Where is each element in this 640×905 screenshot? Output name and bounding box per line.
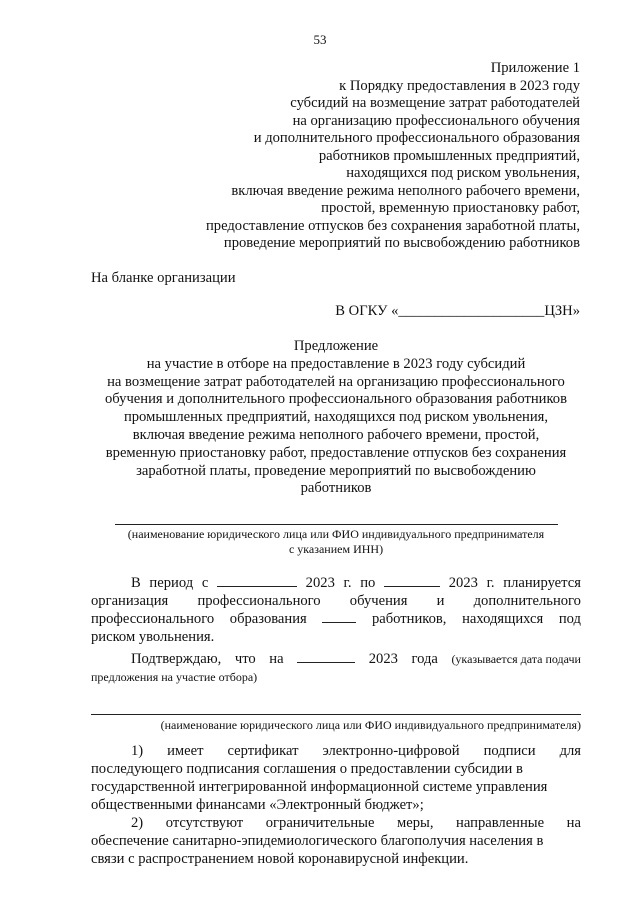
word: ограничительные bbox=[265, 815, 375, 831]
word: Подтверждаю, bbox=[131, 651, 222, 667]
word: отсутствуют bbox=[165, 815, 244, 831]
word: подписи bbox=[483, 743, 536, 759]
period-line-4: риском увольнения. bbox=[91, 629, 215, 645]
confirm-note-end: предложения на участие отбора) bbox=[91, 670, 258, 684]
entity-caption-line: (наименование юридического лица или ФИО индивидуального предпринимателя bbox=[127, 527, 545, 541]
title-line: на возмещение затрат работодателей на организацию профессионального bbox=[107, 373, 565, 390]
word: 2) bbox=[131, 815, 144, 831]
title-heading: Предложение bbox=[293, 338, 379, 354]
item-1-line-2: последующего подписания соглашения о предоставлении субсидии в bbox=[91, 761, 523, 777]
title-line: заработной платы, проведение мероприятий по высвобождению bbox=[136, 462, 536, 479]
appendix-line: находящихся под риском увольнения, bbox=[346, 165, 580, 181]
item-2 bbox=[91, 814, 581, 868]
item-1-line-3: государственной интегрированной информационной системе управления bbox=[91, 779, 548, 795]
period-paragraph bbox=[91, 574, 581, 646]
item-1-line-1 bbox=[91, 742, 581, 760]
item-2-line-2: обеспечение санитарно-эпидемиологического благополучия населения в bbox=[91, 833, 544, 849]
word: под bbox=[558, 611, 581, 627]
addressee bbox=[335, 303, 580, 320]
word: работников, bbox=[371, 611, 447, 627]
appendix-line: и дополнительного профессионального образования bbox=[253, 130, 580, 146]
confirm-paragraph bbox=[91, 650, 581, 686]
title-line: работников bbox=[300, 480, 372, 497]
signature-line-entity bbox=[115, 524, 558, 525]
word: дополнительного bbox=[473, 593, 581, 609]
appendix-line: проведение мероприятий по высвобождению работников bbox=[223, 235, 580, 251]
item-1 bbox=[91, 742, 581, 814]
word: года bbox=[411, 651, 438, 667]
word: и bbox=[436, 593, 445, 609]
appendix-header bbox=[180, 60, 580, 253]
word: 1) bbox=[131, 743, 144, 759]
word: планируется bbox=[503, 575, 581, 591]
appendix-line: на организацию профессионального обучения bbox=[292, 112, 580, 129]
signature-line-entity-2 bbox=[91, 714, 581, 715]
word: на bbox=[566, 815, 581, 831]
word: имеет bbox=[167, 743, 204, 759]
word: 2023 bbox=[448, 575, 478, 591]
word: сертификат bbox=[227, 743, 299, 759]
word: на bbox=[269, 651, 284, 667]
document-title bbox=[91, 338, 581, 498]
entity-caption bbox=[91, 527, 581, 557]
word: обучения bbox=[349, 593, 408, 609]
word: по bbox=[360, 575, 376, 591]
date-to-blank bbox=[384, 574, 440, 587]
confirm-note: (указывается дата подачи bbox=[451, 652, 581, 666]
appendix-line: работников промышленных предприятий, bbox=[318, 147, 580, 164]
title-line: промышленных предприятий, находящихся под риском увольнения, bbox=[123, 409, 549, 426]
appendix-line: включая введение режима неполного рабочего времени, bbox=[231, 182, 580, 199]
title-line: на участие в отборе на предоставление в 2023 году субсидий bbox=[146, 355, 526, 372]
period-line-2 bbox=[91, 592, 581, 610]
title-line: временную приостановку работ, предоставление отпусков без сохранения bbox=[105, 444, 567, 461]
word: профессионального bbox=[91, 611, 215, 627]
word: период bbox=[149, 575, 194, 591]
item-1-line-4: общественными финансами «Электронный бюджет»; bbox=[91, 797, 424, 813]
item-2-line-1 bbox=[91, 814, 581, 832]
word: электронно-цифровой bbox=[322, 743, 460, 759]
page-number: 53 bbox=[313, 32, 327, 47]
word: В bbox=[131, 575, 141, 591]
word: г. bbox=[486, 575, 495, 591]
appendix-line: субсидий на возмещение затрат работодателей bbox=[290, 95, 580, 111]
appendix-line: простой, временную приостановку работ, bbox=[321, 200, 580, 216]
title-line: включая введение режима неполного рабочего времени, простой, bbox=[132, 426, 540, 443]
word: для bbox=[559, 743, 581, 759]
addressee-suffix: ЦЗН» bbox=[544, 303, 580, 319]
word: 2023 bbox=[305, 575, 335, 591]
confirm-date-blank bbox=[297, 650, 355, 663]
confirm-line-1 bbox=[91, 650, 581, 668]
word: направленные bbox=[456, 815, 545, 831]
appendix-line: Приложение 1 bbox=[490, 60, 580, 76]
addressee-blank: ____________________ bbox=[398, 303, 545, 319]
word: организация bbox=[91, 593, 169, 609]
period-line-1 bbox=[91, 574, 581, 592]
entity-caption-line: с указанием ИНН) bbox=[288, 542, 384, 556]
date-from-blank bbox=[217, 574, 297, 587]
employee-count-blank bbox=[322, 610, 356, 623]
title-line: обучения и дополнительного профессионального образования работников bbox=[105, 391, 567, 408]
period-line-3 bbox=[91, 610, 581, 628]
appendix-line: к Порядку предоставления в 2023 году bbox=[339, 77, 580, 94]
addressee-prefix: В ОГКУ « bbox=[335, 303, 399, 319]
word: находящихся bbox=[462, 611, 544, 627]
word: профессионального bbox=[197, 593, 321, 609]
word: 2023 bbox=[368, 651, 398, 667]
appendix-line: предоставление отпусков без сохранения заработной платы, bbox=[205, 217, 580, 234]
letterhead-note: На бланке организации bbox=[91, 270, 236, 286]
item-2-line-3: связи с распространением новой коронавирусной инфекции. bbox=[91, 851, 469, 867]
entity-caption-2: (наименование юридического лица или ФИО индивидуального предпринимателя) bbox=[160, 718, 581, 732]
word: с bbox=[201, 575, 209, 591]
word: образования bbox=[229, 611, 307, 627]
word: что bbox=[234, 651, 256, 667]
word: меры, bbox=[397, 815, 434, 831]
word: г. bbox=[343, 575, 352, 591]
